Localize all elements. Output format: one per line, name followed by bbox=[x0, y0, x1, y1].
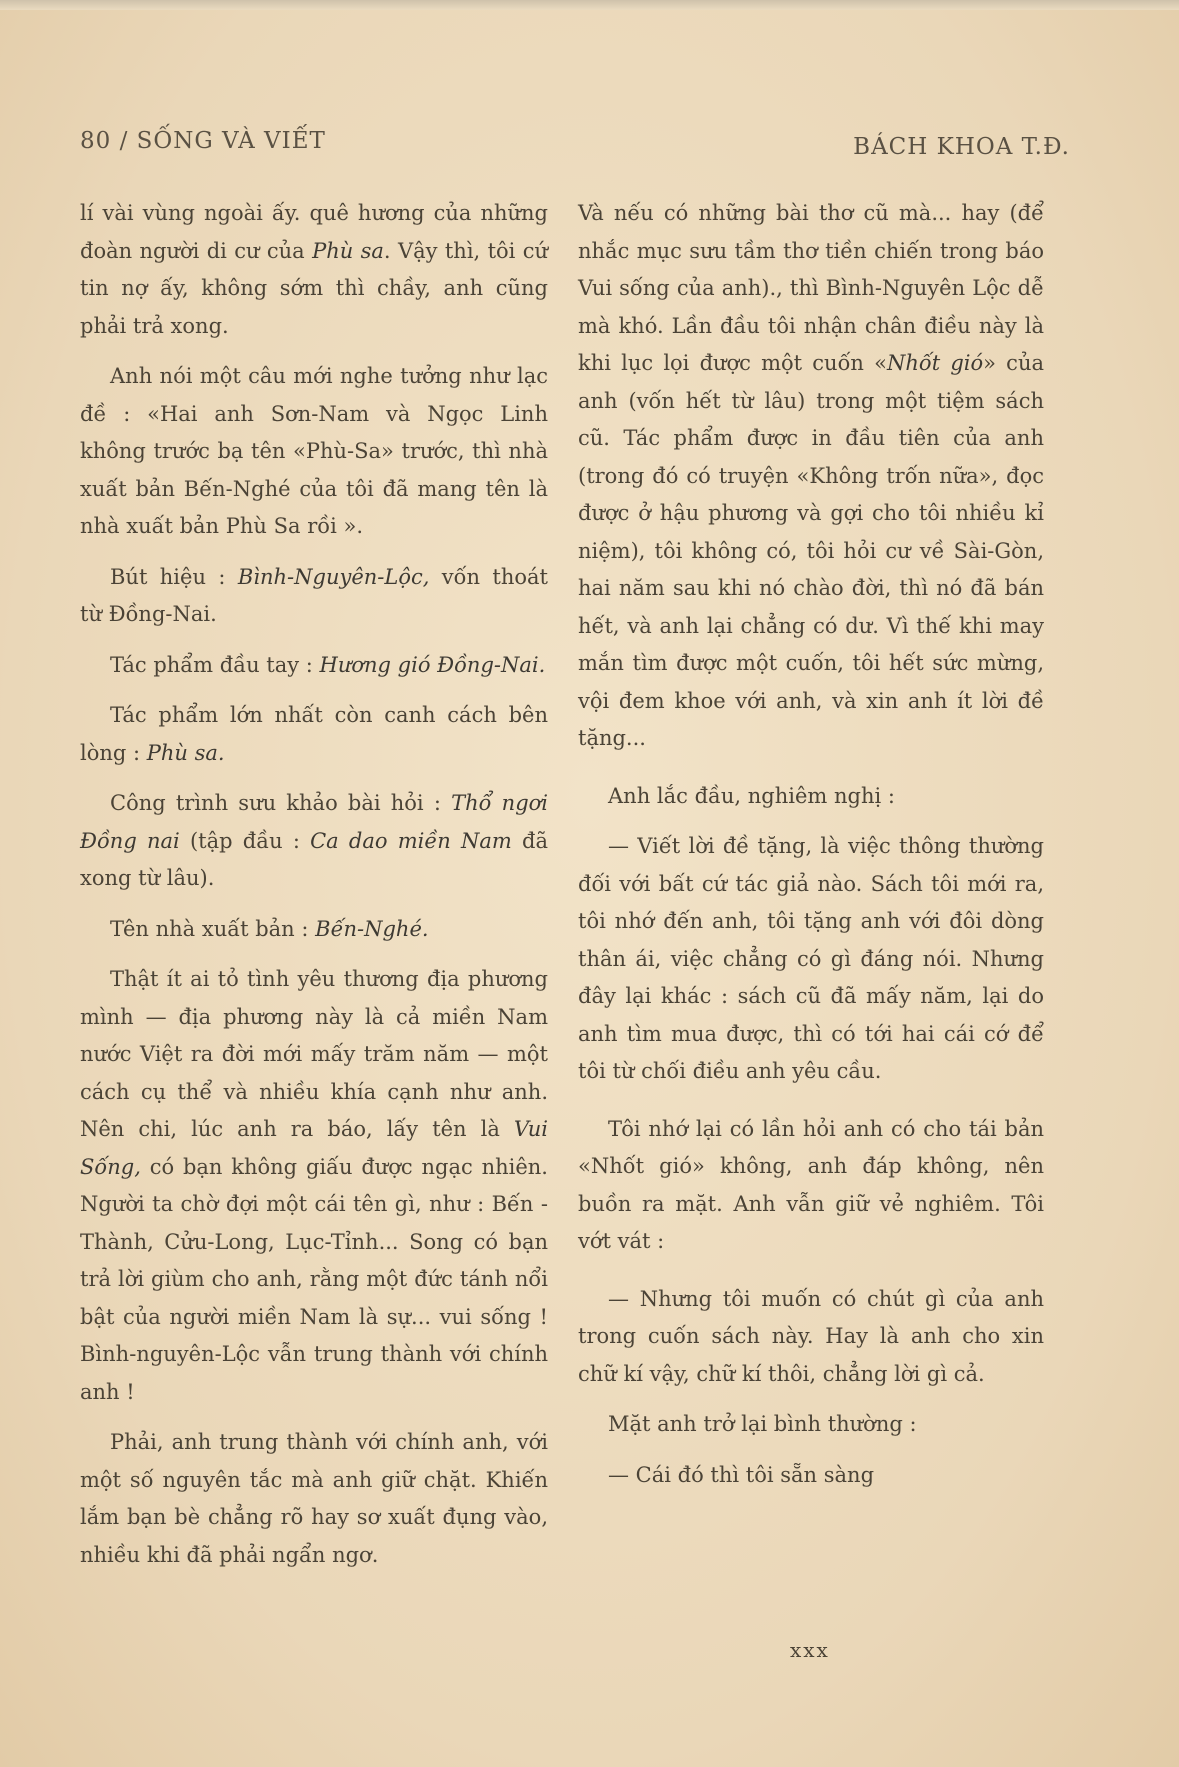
paragraph: Anh nói một câu mới nghe tưởng như lạc đề : «Hai anh Sơn-Nam và Ngọc Linh không trước bạ tên «Phù-Sa» trước, thì nhà xuất bản Bến-Nghé của tôi đã mang tên là nhà xuất bản Phù Sa rồi ». bbox=[80, 364, 548, 538]
paragraph: Công trình sưu khảo bài hỏi : Thổ ngơi Đồng nai (tập đầu : Ca dao miền Nam đã xong từ lâu). bbox=[80, 791, 549, 890]
paragraph: Bút hiệu : Bình-Nguyên-Lộc, vốn thoát từ Đồng-Nai. bbox=[80, 564, 549, 626]
running-header bbox=[80, 128, 1070, 168]
paragraph: Thật ít ai tỏ tình yêu thương địa phương mình — địa phương này là cả miền Nam nước Việt ra đời mới mấy trăm năm — một cách cụ thể và nhiều khía cạnh như anh. Nên chi, lúc anh ra báo, lấy tên là Vui Sống, có bạn không giấu được ngạc nhiên. Người ta chờ đợi một cái tên gì, như : Bến - Thành, Cửu-Long, Lục-Tỉnh... Song có bạn trả lời giùm cho anh, rằng một đức tánh nổi bật của người miền Nam là sự... vui sống ! Bình-nguyên-Lộc vẫn trung thành với chính anh ! bbox=[80, 967, 548, 1404]
right-column bbox=[578, 195, 1044, 1507]
paragraph: Và nếu có những bài thơ cũ mà... hay (để nhắc mục sưu tầm thơ tiền chiến trong báo Vui sống của anh)., thì Bình-Nguyên Lộc dễ mà khó. Lần đầu tôi nhận chân điều này là khi lục lọi được một cuốn «Nhốt gió» của anh (vốn hết từ lâu) trong một tiệm sách cũ. Tác phẩm được in đầu tiên của anh (trong đó có truyện «Không trốn nữa», đọc được ở hậu phương và gợi cho tôi nhiều kỉ niệm), tôi không có, tôi hỏi cư về Sài-Gòn, hai năm sau khi nó chào đời, thì nó đã bán hết, và anh lại chẳng có dư. Vì thế khi may mắn tìm được một cuốn, tôi hết sức mừng, vội đem khoe với anh, và xin anh ít lời đề tặng... bbox=[578, 201, 1044, 750]
paragraph: Tác phẩm đầu tay : Hương gió Đồng-Nai. bbox=[110, 652, 546, 677]
left-column bbox=[80, 195, 548, 1587]
paragraph: — Viết lời đề tặng, là việc thông thường đối với bất cứ tác giả nào. Sách tôi mới ra, tôi nhớ đến anh, tôi tặng anh với đôi dòng thân ái, việc chẳng có gì đáng nói. Nhưng đây lại khác : sách cũ đã mấy năm, lại do anh tìm mua được, thì có tới hai cái cớ để tôi từ chối điều anh yêu cầu. bbox=[578, 834, 1044, 1083]
paragraph: Tên nhà xuất bản : Bến-Nghé. bbox=[110, 916, 429, 941]
paragraph: lí vài vùng ngoài ấy. quê hương của những đoàn người di cư của Phù sa. Vậy thì, tôi cứ tin nợ ấy, không sớm thì chầy, anh cũng phải trả xong. bbox=[80, 201, 549, 338]
paragraph: — Cái đó thì tôi sẵn sàng bbox=[608, 1462, 875, 1487]
paragraph: Anh lắc đầu, nghiêm nghị : bbox=[608, 783, 895, 808]
header-left: 80 / SỐNG VÀ VIẾT bbox=[80, 128, 326, 154]
section-end-mark: xxx bbox=[790, 1638, 830, 1662]
paragraph: Phải, anh trung thành với chính anh, với một số nguyên tắc mà anh giữ chặt. Khiến lắm bạn bè chẳng rõ hay sơ xuất đụng vào, nhiều khi đã phải ngẩn ngơ. bbox=[80, 1430, 548, 1567]
paragraph: — Nhưng tôi muốn có chút gì của anh trong cuốn sách này. Hay là anh cho xin chữ kí vậy, chữ kí thôi, chẳng lời gì cả. bbox=[578, 1286, 1044, 1386]
paragraph: Tác phẩm lớn nhất còn canh cách bên lòng : Phù sa. bbox=[80, 703, 548, 765]
header-right: BÁCH KHOA T.Đ. bbox=[853, 134, 1070, 160]
paragraph: Mặt anh trở lại bình thường : bbox=[608, 1412, 917, 1436]
paragraph: Tôi nhớ lại có lần hỏi anh có cho tái bản «Nhốt gió» không, anh đáp không, nên buồn ra mặt. Anh vẫn giữ vẻ nghiêm. Tôi vớt vát : bbox=[578, 1116, 1044, 1253]
page-top-edge bbox=[0, 0, 1179, 10]
